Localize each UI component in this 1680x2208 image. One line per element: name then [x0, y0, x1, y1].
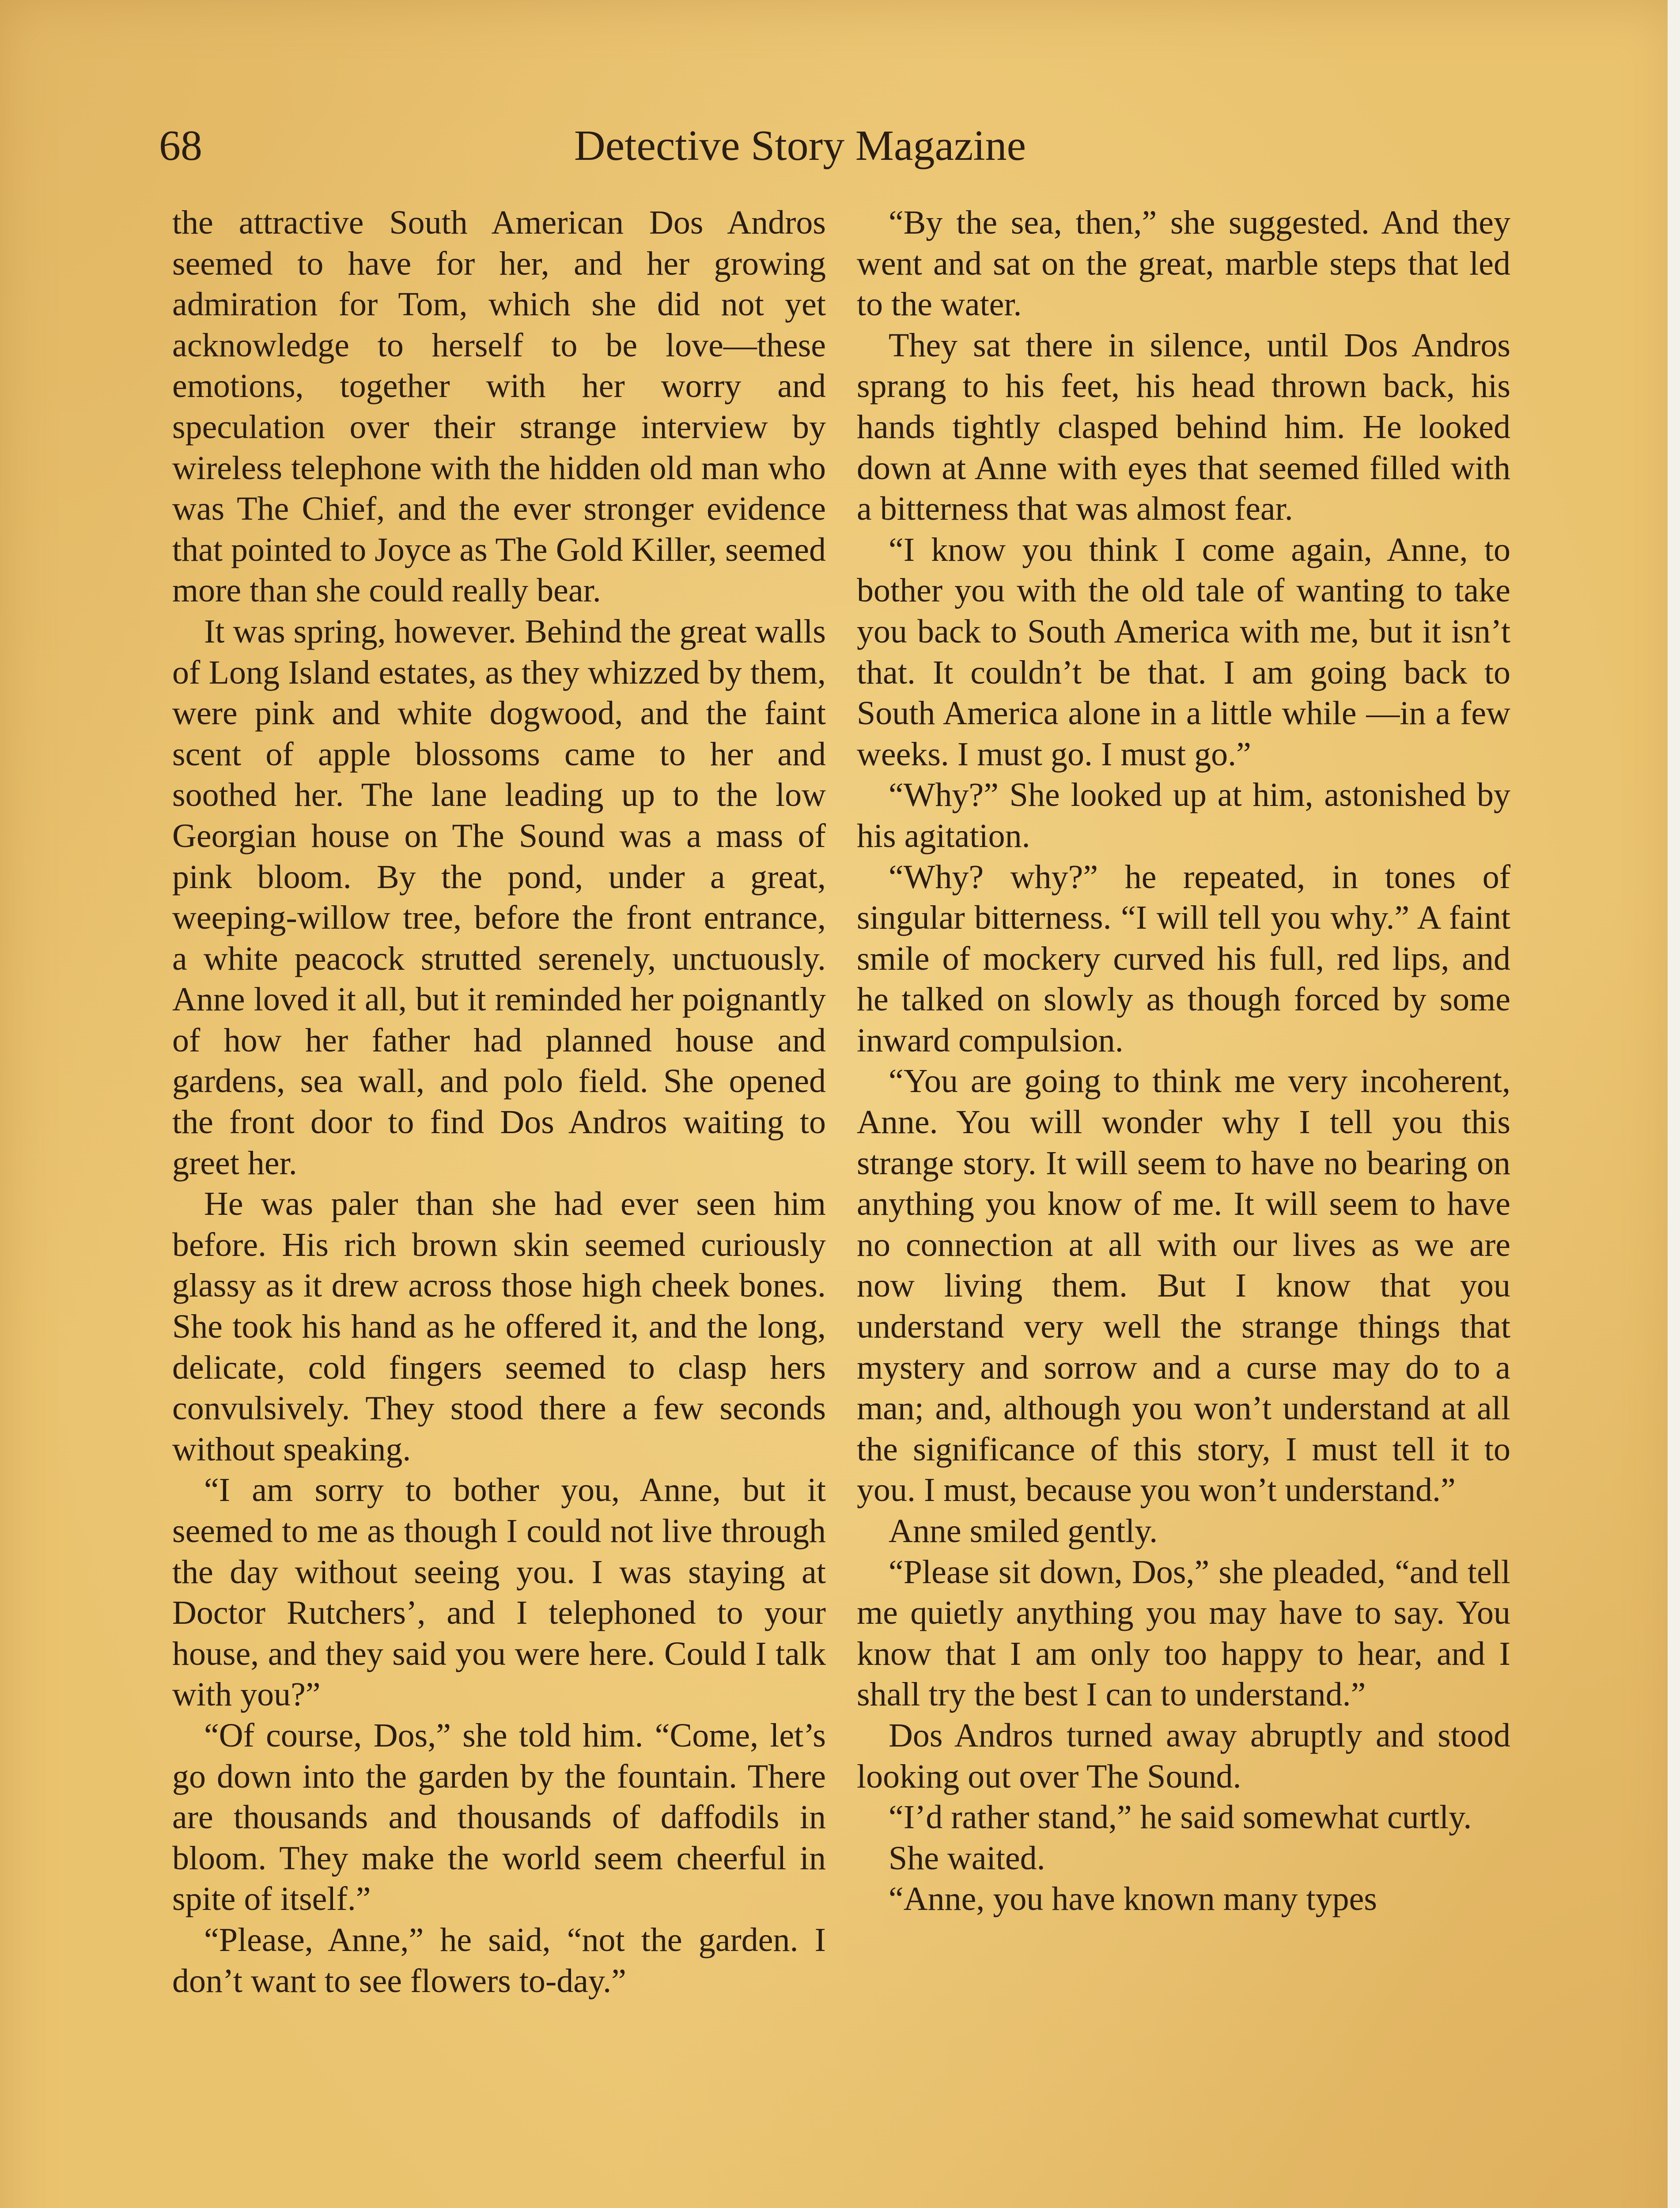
paragraph: “Of course, Dos,” she told him. “Come, let’s go down into the garden by the fountain. There are thousands and thousands of daffodils in bloom. They make the world seem cheerful in spite of itself.”: [172, 1716, 826, 1918]
paragraph: “I know you think I come again, Anne, to bother you with the old tale of wanting to take you back to South America with me, but it isn’t that. It couldn’t be that. I am going back to South America alone in a little while —in a few weeks. I must go. I must go.”: [857, 531, 1510, 773]
paragraph: “Why? why?” he repeated, in tones of singular bitterness. “I will tell you why.” A faint smile of mockery curved his full, red lips, and he talked on slowly as though forced by some inward compulsion.: [857, 858, 1510, 1059]
text-column-left: [172, 202, 826, 2001]
paragraph: the attractive South American Dos Andros seemed to have for her, and her growing admiration for Tom, which she did not yet acknowledge to herself to be love—these emotions, together with her worry and speculation over their strange interview by wireless telephone with the hidden old man who was The Chief, and the ever stronger evidence that pointed to Joyce as The Gold Killer, seemed more than she could really bear.: [172, 204, 826, 609]
paragraph: “Anne, you have known many types: [889, 1880, 1377, 1918]
scan-margin-right: [1668, 0, 1680, 2208]
paragraph: Dos Andros turned away abruptly and stood looking out over The Sound.: [857, 1716, 1510, 1795]
paragraph: “By the sea, then,” she suggested. And they went and sat on the great, marble steps that led to the water.: [857, 204, 1510, 323]
paragraph: “Please sit down, Dos,” she pleaded, “and tell me quietly anything you may have to say. You know that I am only too happy to hear, and I shall try the best I can to understand.”: [857, 1553, 1510, 1713]
page-number: 68: [159, 122, 202, 170]
paragraph: “I’d rather stand,” he said somewhat curtly.: [889, 1799, 1472, 1836]
paragraph: “Please, Anne,” he said, “not the garden. I don’t want to see flowers to-day.”: [172, 1921, 826, 2000]
running-head: Detective Story Magazine: [574, 122, 1026, 170]
paragraph: “Why?” She looked up at him, astonished by his agitation.: [857, 776, 1510, 854]
paragraph: “I am sorry to bother you, Anne, but it seemed to me as though I could not live through the day without seeing you. I was staying at Doctor Rutchers’, and I telephoned to your house, and they said you were here. Could I talk with you?”: [172, 1471, 826, 1713]
paragraph: She waited.: [889, 1839, 1045, 1877]
paragraph: Anne smiled gently.: [889, 1512, 1158, 1550]
paragraph: They sat there in silence, until Dos Andros sprang to his feet, his head thrown back, his hands tightly clasped behind him. He looked down at Anne with eyes that seemed filled with a bitterness that was almost fear.: [857, 326, 1510, 528]
paragraph: He was paler than she had ever seen him before. His rich brown skin seemed curiously glassy as it drew across those high cheek bones. She took his hand as he offered it, and the long, delicate, cold fingers seemed to clasp hers convulsively. They stood there a few seconds without speaking.: [172, 1185, 826, 1468]
paragraph: It was spring, however. Behind the great walls of Long Island estates, as they whizzed by them, were pink and white dogwood, and the faint scent of apple blossoms came to her and soothed her. The lane leading up to the low Georgian house on The Sound was a mass of pink bloom. By the pond, under a great, weeping-willow tree, before the front entrance, a white peacock strutted serenely, unctuously. Anne loved it all, but it reminded her poignantly of how her father had planned house and gardens, sea wall, and polo field. She opened the front door to find Dos Andros waiting to greet her.: [172, 612, 826, 1182]
text-column-right: [857, 202, 1510, 1920]
paragraph: “You are going to think me very incoherent, Anne. You will wonder why I tell you this strange story. It will seem to have no bearing on anything you know of me. It will seem to have no connection at all with our lives as we are now living them. But I know that you understand very well the strange things that mystery and sorrow and a curse may do to a man; and, although you won’t understand at all the significance of this story, I must tell it to you. I must, because you won’t understand.”: [857, 1062, 1510, 1509]
page-header: [159, 119, 1528, 177]
